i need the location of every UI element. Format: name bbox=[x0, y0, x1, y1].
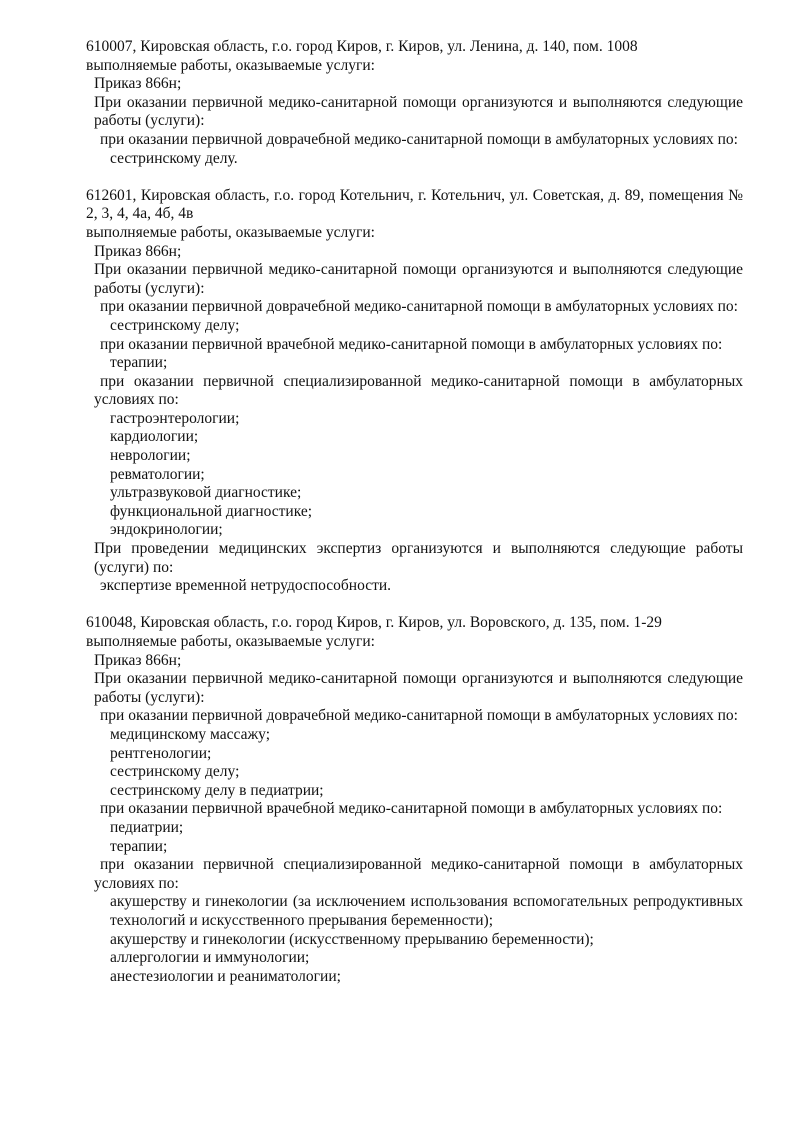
care-group-heading: при оказании первичной доврачебной медико-санитарной помощи в амбулаторных условиях по: bbox=[100, 298, 738, 316]
service-item: сестринскому делу; bbox=[110, 763, 240, 781]
service-item: анестезиологии и реаниматологии; bbox=[110, 967, 341, 985]
address-block bbox=[86, 38, 743, 168]
order-ref: Приказ 866н; bbox=[94, 651, 182, 669]
service-item: сестринскому делу в педиатрии; bbox=[110, 781, 324, 799]
service-item: терапии; bbox=[110, 837, 168, 855]
service-item: ревматологии; bbox=[110, 465, 205, 483]
order-ref: Приказ 866н; bbox=[94, 75, 182, 93]
care-group-heading: при оказании первичной специализированной медико-санитарной помощи в амбулаторных условиях по: bbox=[94, 856, 743, 892]
address: 610007, Кировская область, г.о. город Киров, г. Киров, ул. Ленина, д. 140, пом. 1008 bbox=[86, 38, 638, 55]
service-item: терапии; bbox=[110, 354, 168, 372]
care-group-heading: при оказании первичной доврачебной медико-санитарной помощи в амбулаторных условиях по: bbox=[100, 707, 738, 725]
service-item: акушерству и гинекологии (искусственному прерыванию беременности); bbox=[110, 930, 594, 948]
address-block bbox=[86, 614, 743, 986]
service-item: эндокринологии; bbox=[110, 521, 223, 539]
service-item: педиатрии; bbox=[110, 818, 184, 836]
service-item: неврологии; bbox=[110, 447, 191, 465]
address: 612601, Кировская область, г.о. город Котельнич, г. Котельнич, ул. Советская, д. 89, помещения № 2, 3, 4, 4а, 4б, 4в bbox=[86, 186, 743, 223]
service-item: акушерству и гинекологии (за исключением использования вспомогательных репродуктивных технологий и искусственного прерывания беременности); bbox=[110, 893, 743, 929]
address: 610048, Кировская область, г.о. город Киров, г. Киров, ул. Воровского, д. 135, пом. 1-29 bbox=[86, 614, 662, 632]
address-block bbox=[86, 187, 743, 596]
service-item: медицинскому массажу; bbox=[110, 725, 271, 743]
care-intro: При оказании первичной медико-санитарной помощи организуются и выполняются следующие работы (услуги): bbox=[94, 670, 743, 706]
care-group-heading: при оказании первичной доврачебной медико-санитарной помощи в амбулаторных условиях по: bbox=[100, 130, 738, 148]
service-item: кардиологии; bbox=[110, 428, 199, 446]
service-item: сестринскому делу; bbox=[110, 316, 240, 334]
expertise-intro: При проведении медицинских экспертиз организуются и выполняются следующие работы (услуги) по: bbox=[94, 540, 743, 576]
service-item: рентгенологии; bbox=[110, 744, 212, 762]
care-group-heading: при оказании первичной врачебной медико-санитарной помощи в амбулаторных условиях по: bbox=[100, 335, 723, 353]
service-item: ультразвуковой диагностике; bbox=[110, 484, 302, 502]
works-label: выполняемые работы, оказываемые услуги: bbox=[86, 223, 375, 241]
expertise-item: экспертизе временной нетрудоспособности. bbox=[100, 577, 392, 595]
works-label: выполняемые работы, оказываемые услуги: bbox=[86, 633, 375, 650]
license-appendix-page bbox=[86, 38, 743, 986]
care-group-heading: при оказании первичной врачебной медико-санитарной помощи в амбулаторных условиях по: bbox=[100, 800, 723, 818]
care-intro: При оказании первичной медико-санитарной помощи организуются и выполняются следующие работы (услуги): bbox=[94, 261, 743, 297]
service-item: сестринскому делу. bbox=[110, 149, 238, 167]
service-item: гастроэнтерологии; bbox=[110, 409, 240, 427]
works-label: выполняемые работы, оказываемые услуги: bbox=[86, 56, 375, 74]
order-ref: Приказ 866н; bbox=[94, 242, 182, 260]
service-item: функциональной диагностике; bbox=[110, 502, 313, 520]
care-group-heading: при оказании первичной специализированной медико-санитарной помощи в амбулаторных условиях по: bbox=[94, 372, 743, 409]
service-item: аллергологии и иммунологии; bbox=[110, 949, 310, 967]
care-intro: При оказании первичной медико-санитарной помощи организуются и выполняются следующие работы (услуги): bbox=[94, 93, 743, 130]
